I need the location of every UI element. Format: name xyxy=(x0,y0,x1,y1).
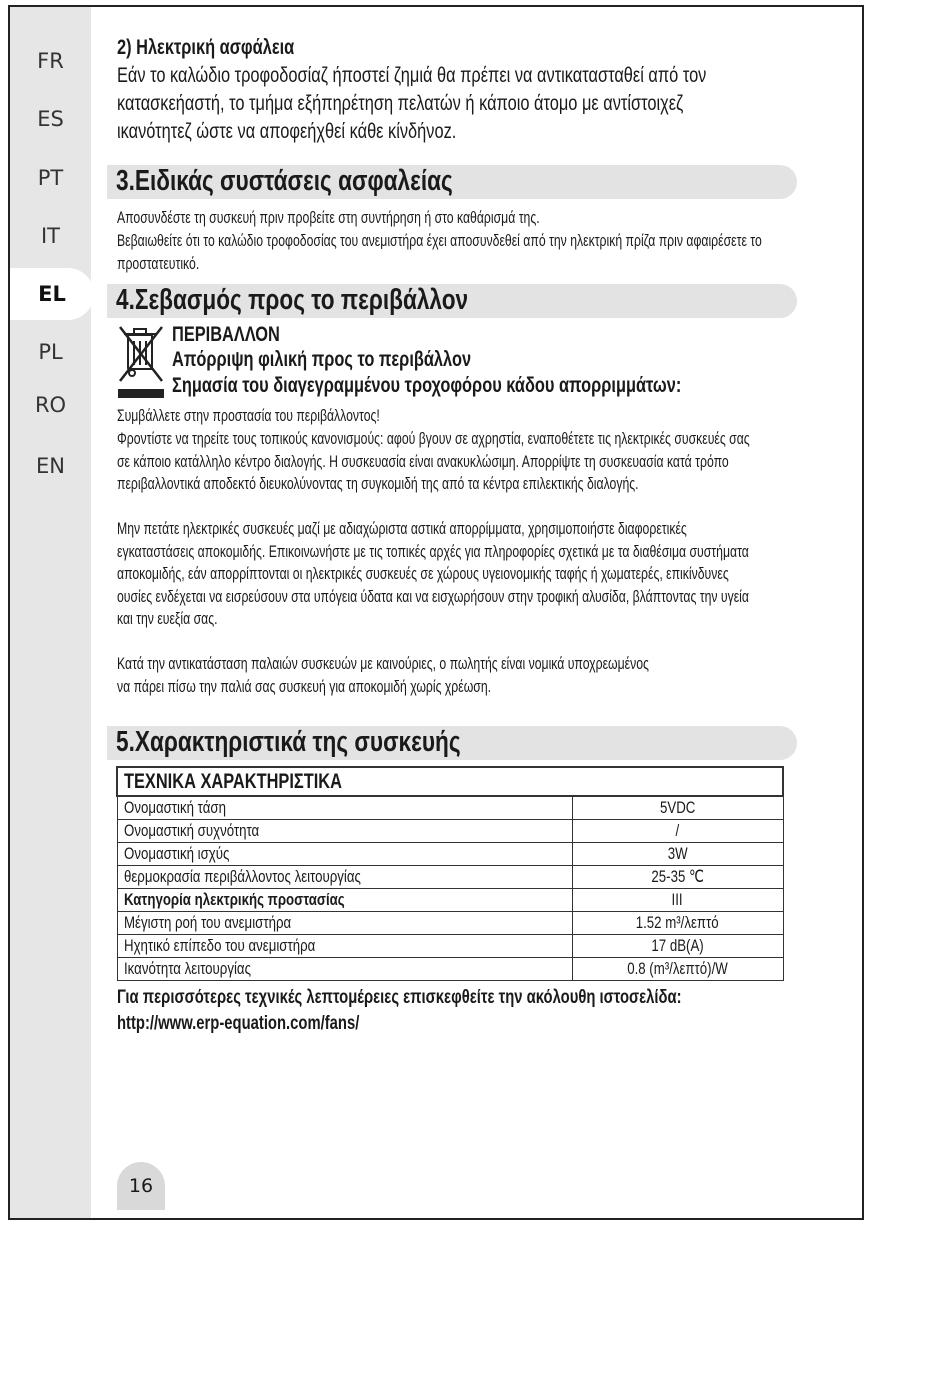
lang-tab-en[interactable]: EN xyxy=(36,454,65,478)
table-row xyxy=(117,958,783,981)
spec-value: 3W xyxy=(572,843,783,866)
table-row xyxy=(117,843,783,866)
spec-label: Ονομαστική τάση xyxy=(117,796,572,820)
section4-para1-line: σε κάποιο κατάλληλο κέντρο διαλογής. Η συσκευασία είναι ανακυκλώσιμη. Απορρίψτε τη συσκευασία κατά τρόπο xyxy=(117,452,729,471)
lang-tab-pt[interactable]: PT xyxy=(37,166,64,190)
spec-value: 17 dB(A) xyxy=(572,935,783,958)
section4-para1-line: Φροντίστε να τηρείτε τους τοπικούς κανονισμούς: αφού βγουν σε αχρηστία, εναποθέτετε τις ηλεκτρικές συσκευές σας xyxy=(117,429,750,448)
section3-line: Βεβαιωθείτε ότι το καλώδιο τροφοδοσίας του ανεμιστήρα έχει αποσυνδεθεί από την ηλεκτρική πρίζα πριν αφαιρέσετε το xyxy=(117,231,762,250)
spec-label: Ονομαστική ισχύς xyxy=(117,843,572,866)
table-row xyxy=(117,889,783,912)
section4-para3-line: να πάρει πίσω την παλιά σας συσκευή για αποκομιδή χωρίς χρέωση. xyxy=(117,677,492,696)
lang-tab-pl[interactable]: PL xyxy=(38,340,63,364)
spec-label: Μέγιστη ροή του ανεμιστήρα xyxy=(117,912,572,935)
website-link[interactable]: http://www.erp-equation.com/fans/ xyxy=(117,1013,360,1034)
spec-label: Κατηγορία ηλεκτρικής προστασίας xyxy=(117,889,572,912)
section2-title: 2) Ηλεκτρική ασφάλεια xyxy=(117,36,295,59)
environment-heading: ΠΕΡΙΒΑΛΛΟΝ xyxy=(172,323,280,346)
spec-table-header: ΤΕΧΝΙΚΑ ΧΑΡΑΚΤΗΡΙΣΤΙΚΑ xyxy=(117,767,783,796)
spec-value: 5VDC xyxy=(572,796,783,820)
lang-tab-ro[interactable]: RO xyxy=(34,393,67,417)
spec-value: 0.8 (m³/λεπτό)/W xyxy=(572,958,783,981)
lang-tab-el[interactable]: EL xyxy=(10,268,94,320)
section4-para3-line: Κατά την αντικατάσταση παλαιών συσκευών με καινούριες, ο πωλητής είναι νομικά υποχρεωμένος xyxy=(117,654,649,673)
section4-title: 4.Σεβασμός προς το περιβάλλον xyxy=(116,284,469,316)
spec-label: Ηχητικό επίπεδο του ανεμιστήρα xyxy=(117,935,572,958)
section4-para2-line: εγκαταστάσεις αποκομιδής. Επικοινωνήστε με τις τοπικές αρχές για πληροφορίες σχετικά με τα διαθέσιμα συστήματα xyxy=(117,542,749,561)
section4-para2-line: και την ευεξία σας. xyxy=(117,609,218,628)
spec-value: III xyxy=(572,889,783,912)
section2-line: ικανότητεζ ώστε να αποφεήχθεί κάθε κίνδήνοz. xyxy=(117,120,457,143)
spec-label: θερμοκρασία περιβάλλοντος λειτουργίας xyxy=(117,866,572,889)
spec-table-header-row xyxy=(117,767,783,796)
section4-para1-line: Συμβάλλετε στην προστασία του περιβάλλοντος! xyxy=(117,406,380,425)
section2-line: κατασκεήαστή, το τμήμα εξήπηρέτηση πελατών ή κάποιο άτομο με αντίστοιχεζ xyxy=(117,92,684,115)
section2-line: Εάν το καλώδιο τροφοδοσίαζ ήποστεί ζημιά θα πρέπει να αντικατασταθεί από τον xyxy=(117,64,707,87)
section4-para1-line: περιβαλλοντικά αποδεκτό διευκολύνοντας τη συγκομιδή της από τα κέντρα επιλεκτικής διαλογής. xyxy=(117,474,639,493)
spec-value: 1.52 m³/λεπτό xyxy=(572,912,783,935)
table-row xyxy=(117,935,783,958)
section3-title: 3.Ειδικάς συστάσεις ασφαλείας xyxy=(116,165,453,197)
spec-table xyxy=(116,766,784,981)
lang-tab-fr[interactable]: FR xyxy=(37,49,64,73)
table-row xyxy=(117,796,783,820)
more-info-text: Για περισσότερες τεχνικές λεπτομέρειες επισκεφθείτε την ακόλουθη ιστοσελίδα: xyxy=(117,987,682,1008)
spec-value: / xyxy=(572,820,783,843)
section3-line: Αποσυνδέστε τη συσκευή πριν προβείτε στη συντήρηση ή στο καθάρισμά της. xyxy=(117,208,540,227)
section4-para2-line: ουσίες ενδέχεται να εισρεύσουν στα υπόγεια ύδατα και να εισχωρήσουν στην τροφική αλυσίδα, βλάπτοντας την υγεία xyxy=(117,587,749,606)
section4-para2-line: αποκομιδής, εάν απορρίπτονται οι ηλεκτρικές συσκευές σε χώρους υγειονομικής ταφής ή χωματερές, επικίνδυνες xyxy=(117,564,729,583)
section3-line: προστατευτικό. xyxy=(117,254,200,273)
spec-label: Ικανότητα λειτουργίας xyxy=(117,958,572,981)
page-number: 16 xyxy=(117,1162,165,1210)
lang-tab-es[interactable]: ES xyxy=(37,107,64,131)
spec-label: Ονομαστική συχνότητα xyxy=(117,820,572,843)
lang-tab-it[interactable]: IT xyxy=(40,224,61,248)
disposal-heading: Απόρριψη φιλική προς το περιβάλλον xyxy=(172,348,472,371)
section5-title: 5.Χαρακτηριστικά της συσκευής xyxy=(116,726,461,758)
section4-para2-line: Μην πετάτε ηλεκτρικές συσκευές μαζί με αδιαχώριστα αστικά απορρίμματα, χρησιμοποιήστε διαφορετικές xyxy=(117,519,687,538)
table-row xyxy=(117,912,783,935)
table-row xyxy=(117,866,783,889)
crossed-out-wheelie-bin-icon xyxy=(118,323,164,399)
language-sidebar xyxy=(10,7,91,1218)
table-row xyxy=(117,820,783,843)
bin-symbol-heading: Σημασία του διαγεγραμμένου τροχοφόρου κάδου απορριμμάτων: xyxy=(172,374,682,397)
spec-value: 25-35 ℃ xyxy=(572,866,783,889)
